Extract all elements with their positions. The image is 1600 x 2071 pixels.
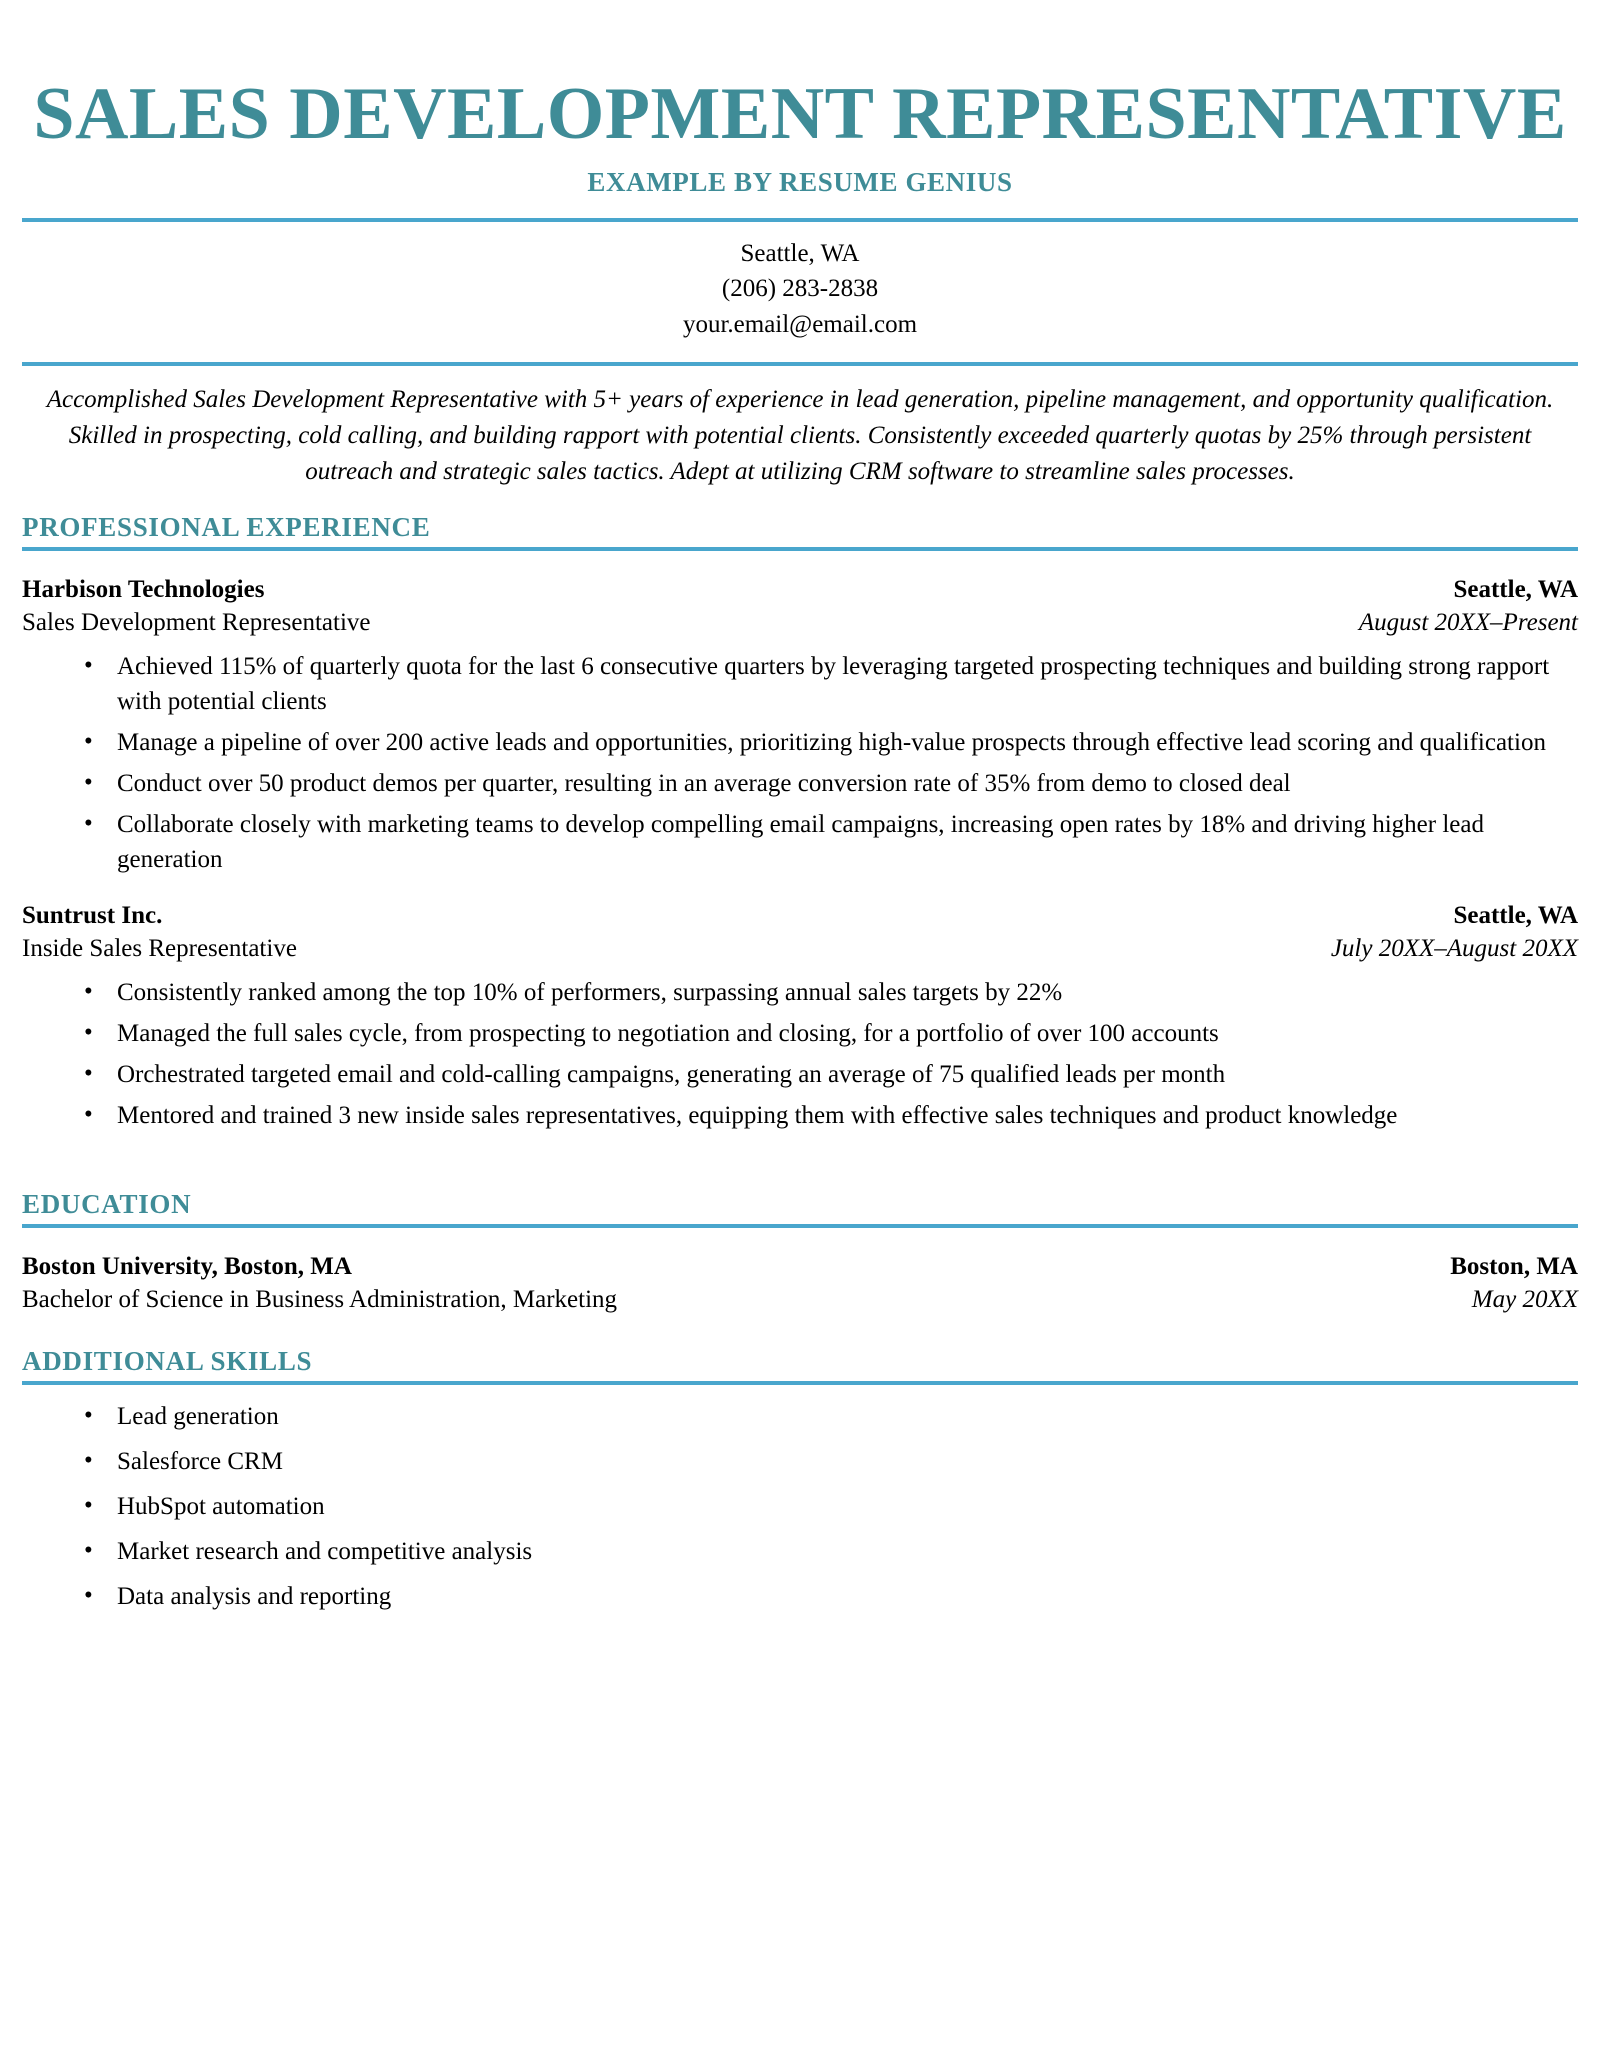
experience-entry [22, 573, 1578, 877]
list-item: • Achieved 115% of quarterly quota for the last 6 consecutive quarters by leveraging targeted prospecting techniques and building strong rapport with potential clients [84, 649, 1578, 719]
list-item: • Salesforce CRM [84, 1444, 1578, 1479]
contact-phone[interactable]: (206) 283-2838 [721, 275, 879, 303]
list-item: • Mentored and trained 3 new inside sales representatives, equipping them with effective sales techniques and product knowledge [84, 1098, 1578, 1133]
section-education [22, 1189, 1578, 1316]
education-entry-header [22, 1250, 1578, 1283]
contact-location: Seattle, WA [740, 239, 860, 267]
job-dates: July 20XX–August 20XX [1330, 935, 1578, 963]
section-rule-skills [22, 1381, 1578, 1385]
list-item: • HubSpot automation [84, 1489, 1578, 1524]
section-rule-experience [22, 547, 1578, 551]
list-item: • Market research and competitive analysis [84, 1534, 1578, 1569]
list-item: • Manage a pipeline of over 200 active leads and opportunities, prioritizing high-value prospects through effective lead scoring and qualification [84, 725, 1578, 760]
list-item: • Data analysis and reporting [84, 1579, 1578, 1614]
professional-summary: Accomplished Sales Development Representative with 5+ years of experience in lead generation, pipeline management, and opportunity qualification. Skilled in prospecting, cold calling, and building rapport with potential clients. Consistently exceeded quarterly quotas by 25% through persistent outreach and strategic sales tactics. Adept at utilizing CRM software to streamline sales processes. [46, 386, 1554, 486]
job-title: Inside Sales Representative [22, 935, 297, 963]
school-location: Boston, MA [1450, 1253, 1578, 1281]
experience-entry-subheader [22, 932, 1578, 965]
list-item: • Collaborate closely with marketing teams to develop compelling email campaigns, increasing open rates by 18% and driving higher lead generation [84, 807, 1578, 877]
section-experience [22, 512, 1578, 1133]
list-item: • Lead generation [84, 1399, 1578, 1434]
employer-location: Seattle, WA [1453, 902, 1578, 930]
experience-entry-subheader [22, 606, 1578, 639]
school-name: Boston University, Boston, MA [22, 1253, 352, 1281]
experience-bullet-list [22, 975, 1578, 1133]
section-rule-education [22, 1224, 1578, 1228]
section-heading-experience: PROFESSIONAL EXPERIENCE [22, 512, 431, 543]
employer-name: Suntrust Inc. [22, 902, 163, 930]
job-title: Sales Development Representative [22, 609, 371, 637]
job-dates: August 20XX–Present [1358, 609, 1578, 637]
employer-name: Harbison Technologies [22, 576, 265, 604]
contact-email[interactable]: your.email@email.com [682, 310, 918, 338]
employer-location: Seattle, WA [1453, 576, 1578, 604]
list-item: • Orchestrated targeted email and cold-calling campaigns, generating an average of 75 qualified leads per month [84, 1057, 1578, 1092]
experience-entry-header [22, 899, 1578, 932]
list-item: • Consistently ranked among the top 10% of performers, surpassing annual sales targets by 22% [84, 975, 1578, 1010]
page-title: SALES DEVELOPMENT REPRESENTATIVE [33, 73, 1567, 155]
skills-list [22, 1399, 1578, 1614]
experience-entry-header [22, 573, 1578, 606]
list-item: • Managed the full sales cycle, from prospecting to negotiation and closing, for a portfolio of over 100 accounts [84, 1016, 1578, 1051]
experience-bullet-list [22, 649, 1578, 877]
degree-name: Bachelor of Science in Business Administration, Marketing [22, 1286, 618, 1314]
section-heading-skills: ADDITIONAL SKILLS [22, 1346, 313, 1377]
experience-entry [22, 899, 1578, 1133]
page-subtitle: EXAMPLE BY RESUME GENIUS [587, 166, 1013, 197]
education-entry-subheader [22, 1283, 1578, 1316]
section-skills [22, 1346, 1578, 1614]
graduation-date: May 20XX [1471, 1286, 1578, 1314]
section-heading-education: EDUCATION [22, 1189, 192, 1220]
education-entry [22, 1250, 1578, 1316]
resume-header [22, 73, 1578, 198]
list-item: • Conduct over 50 product demos per quarter, resulting in an average conversion rate of 35% from demo to closed deal [84, 766, 1578, 801]
contact-info [22, 222, 1578, 349]
